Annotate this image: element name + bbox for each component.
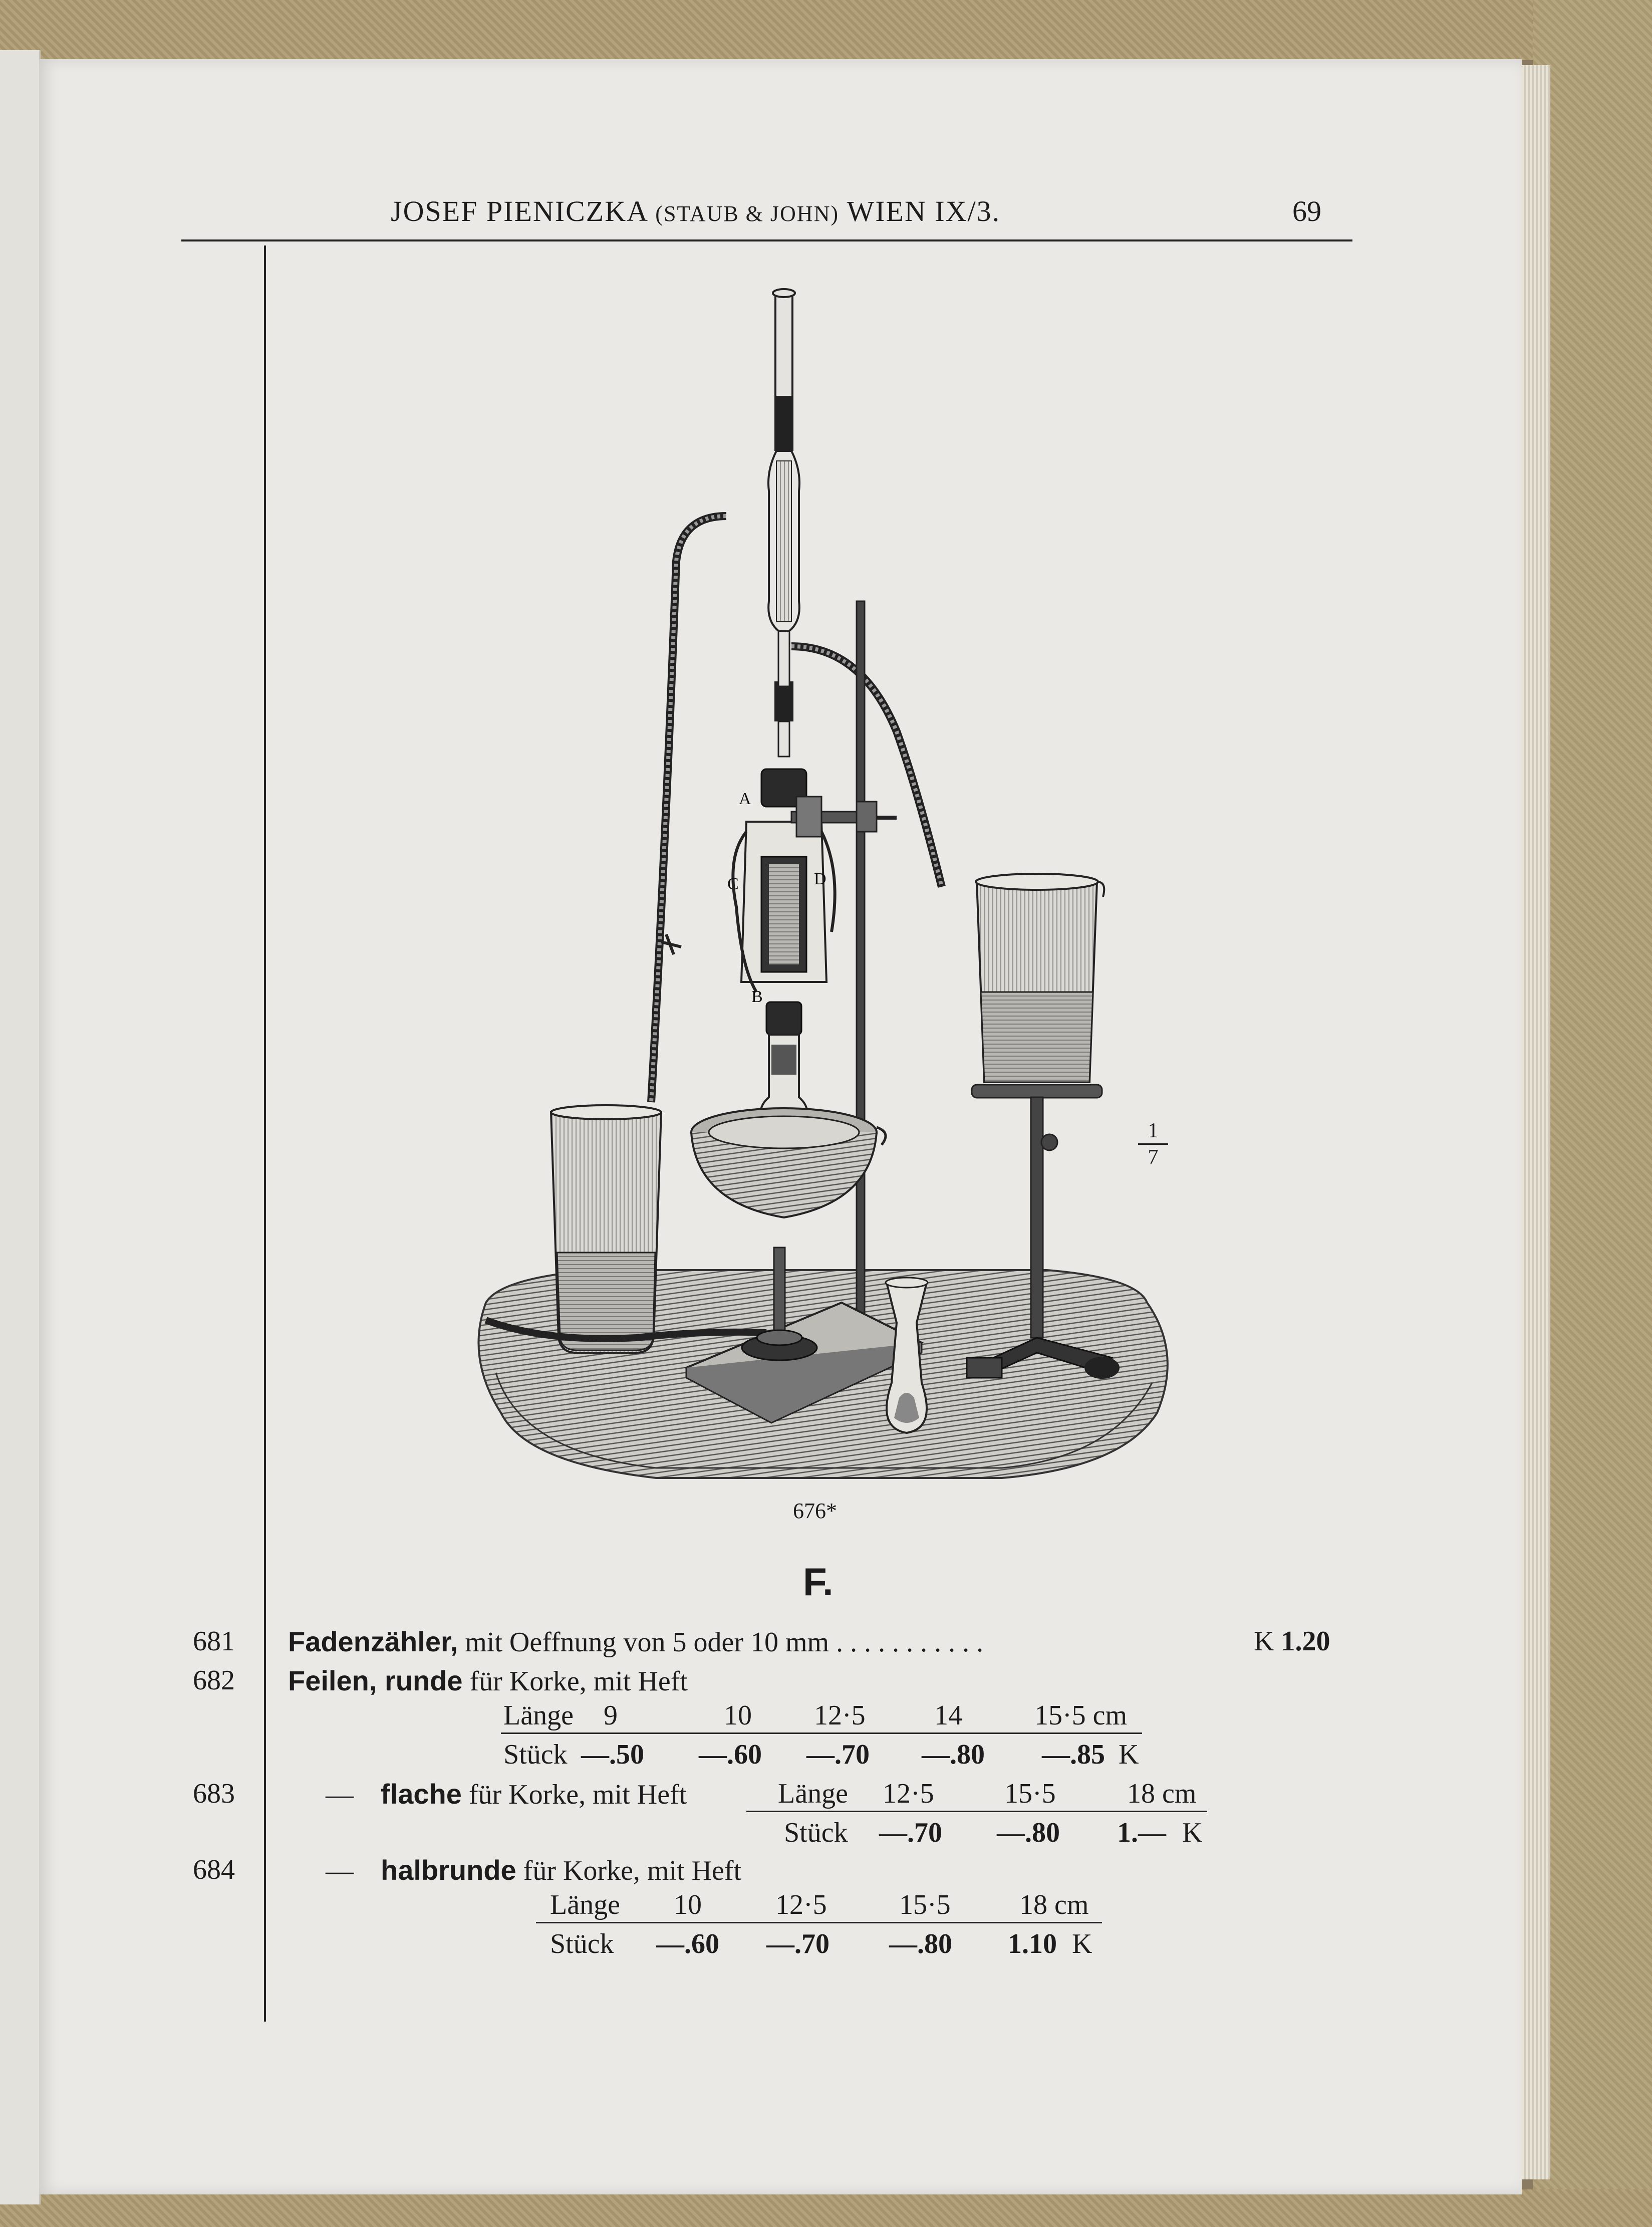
item-description: für Korke, mit Heft bbox=[468, 1779, 687, 1810]
length-value: 12·5 bbox=[883, 1778, 934, 1809]
right-beaker bbox=[976, 874, 1104, 1082]
price-label: Stück bbox=[550, 1928, 614, 1959]
condenser bbox=[768, 289, 799, 757]
apparatus-illustration bbox=[446, 281, 1197, 1493]
tubing-left bbox=[651, 516, 726, 1102]
page-header bbox=[391, 194, 1000, 228]
price-value: —.50 bbox=[581, 1739, 644, 1770]
price-value: 1.— bbox=[1117, 1817, 1166, 1848]
currency: K bbox=[1119, 1739, 1139, 1770]
price-value: —.60 bbox=[656, 1928, 719, 1959]
item-description: mit Oeffnung von 5 oder 10 mm bbox=[465, 1627, 830, 1658]
table-rule bbox=[536, 1922, 1102, 1923]
price-value: —.60 bbox=[699, 1739, 762, 1770]
book-cover-spine bbox=[1533, 0, 1652, 2227]
currency: K bbox=[1254, 1626, 1274, 1657]
length-value: 12·5 bbox=[814, 1700, 866, 1731]
price-value: —.70 bbox=[879, 1817, 942, 1848]
label-d: D bbox=[814, 870, 827, 888]
label-c: C bbox=[727, 875, 739, 893]
clamp bbox=[791, 797, 897, 837]
company-name: JOSEF PIENICZKA bbox=[391, 195, 647, 227]
catalog-item-681 bbox=[288, 1625, 983, 1658]
item-description: für Korke, mit Heft bbox=[469, 1666, 688, 1697]
table-rule bbox=[501, 1733, 1142, 1734]
currency: K bbox=[1182, 1817, 1203, 1848]
label-a: A bbox=[739, 790, 751, 808]
company-address: WIEN IX/3. bbox=[847, 195, 1001, 227]
length-label: Länge bbox=[778, 1778, 848, 1809]
length-value: 15·5 cm bbox=[1034, 1700, 1128, 1731]
ditto-dash: — bbox=[326, 1855, 354, 1886]
length-value: 15·5 bbox=[1004, 1778, 1056, 1809]
price-label: Stück bbox=[503, 1739, 568, 1770]
item-number: 684 bbox=[193, 1854, 235, 1885]
price-label: Stück bbox=[784, 1817, 848, 1848]
catalog-item-683 bbox=[326, 1778, 687, 1811]
item-name: Fadenzähler, bbox=[288, 1626, 458, 1657]
table-rule bbox=[746, 1811, 1207, 1812]
item-name: Feilen, runde bbox=[288, 1665, 463, 1696]
item-number: 683 bbox=[193, 1778, 235, 1809]
scale-fraction bbox=[1138, 1118, 1168, 1170]
page-number: 69 bbox=[1292, 195, 1321, 227]
book-cover-top bbox=[0, 0, 1652, 60]
number-column-rule bbox=[264, 245, 266, 2022]
item-number: 682 bbox=[193, 1665, 235, 1696]
length-label: Länge bbox=[550, 1889, 620, 1920]
company-partners: (STAUB & JOHN) bbox=[655, 201, 839, 226]
left-beaker bbox=[551, 1105, 661, 1353]
page-edges bbox=[1518, 65, 1550, 2179]
currency: K bbox=[1072, 1928, 1092, 1959]
length-value: 18 cm bbox=[1127, 1778, 1197, 1809]
length-value: 10 bbox=[724, 1700, 752, 1731]
price-value: 1.10 bbox=[1008, 1928, 1057, 1959]
dot-leader: . . . . . . . . . . . bbox=[836, 1627, 984, 1658]
price-value: —.80 bbox=[889, 1928, 952, 1959]
length-value: 9 bbox=[604, 1700, 618, 1731]
item-price-681 bbox=[1254, 1625, 1330, 1657]
price: 1.20 bbox=[1281, 1626, 1330, 1657]
length-value: 14 bbox=[934, 1700, 962, 1731]
catalog-item-682 bbox=[288, 1664, 688, 1697]
item-number: 681 bbox=[193, 1626, 235, 1657]
item-description: für Korke, mit Heft bbox=[523, 1855, 742, 1886]
price-value: —.70 bbox=[766, 1928, 830, 1959]
length-value: 15·5 bbox=[899, 1889, 951, 1920]
price-value: —.80 bbox=[997, 1817, 1060, 1848]
book-cover-bottom bbox=[0, 2189, 1652, 2227]
length-value: 10 bbox=[674, 1889, 702, 1920]
price-value: —.80 bbox=[922, 1739, 985, 1770]
length-value: 18 cm bbox=[1019, 1889, 1089, 1920]
item-name: halbrunde bbox=[381, 1854, 516, 1886]
catalog-item-684 bbox=[326, 1854, 741, 1887]
item-name: flache bbox=[381, 1778, 462, 1810]
retort-stand-rod bbox=[857, 601, 865, 1328]
header-rule bbox=[181, 239, 1352, 241]
length-value: 12·5 bbox=[775, 1889, 827, 1920]
label-b: B bbox=[751, 987, 763, 1006]
left-page-edge bbox=[0, 50, 41, 2204]
scale-denominator: 7 bbox=[1148, 1146, 1159, 1169]
price-value: —.70 bbox=[806, 1739, 870, 1770]
section-letter: F. bbox=[803, 1560, 834, 1604]
scale-numerator: 1 bbox=[1138, 1118, 1168, 1145]
price-value: —.85 bbox=[1042, 1739, 1105, 1770]
length-label: Länge bbox=[503, 1700, 574, 1731]
ditto-dash: — bbox=[326, 1779, 354, 1810]
figure-caption: 676* bbox=[793, 1499, 837, 1523]
